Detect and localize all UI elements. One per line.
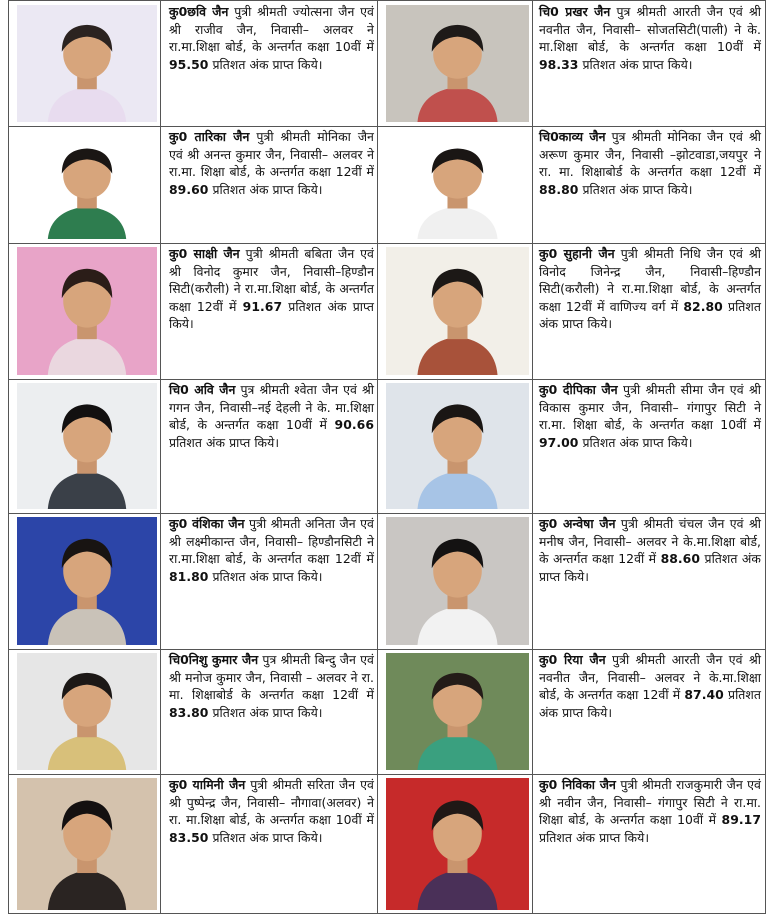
student-name: कु0 वंशिका जैन (169, 516, 245, 531)
student-details: पुत्री श्रीमती मोनिका जैन एवं श्री अनन्त कुमार जैन, निवासी– अलवर ने रा.मा. शिक्षा बोर्ड, के अन्तर्गत कक्षा 12वीं में (169, 129, 374, 179)
row-divider (9, 243, 765, 244)
percentage: 83.50 (169, 829, 209, 845)
result-suffix: प्रतिशत अंक प्राप्त किये। (578, 434, 693, 450)
student-details: पुत्री श्रीमती बबिता जैन एवं श्री विनोद कुमार जैन, निवासी–हिण्डौन सिटी(करौली) ने रा.मा.शिक्षा बोर्ड, के अन्तर्गत कक्षा 12वीं में (169, 246, 374, 314)
student-photo (386, 653, 529, 770)
row-divider (9, 774, 765, 775)
student-details: पुत्री श्रीमती राजकुमारी जैन एवं श्री नवीन जैन, निवासी– गंगापुर सिटी ने रा.मा. शिक्षा बोर्ड, के अन्तर्गत कक्षा 10वीं में (539, 777, 761, 827)
result-suffix: प्रतिशत अंक प्राप्त किये। (208, 56, 323, 72)
student-result-text (169, 381, 374, 451)
student-photo (386, 5, 529, 122)
student-name: कु0 साक्षी जैन (169, 246, 240, 261)
percentage: 98.33 (539, 56, 579, 72)
result-suffix: प्रतिशत अंक प्राप्त किये। (169, 298, 374, 331)
percentage: 81.80 (169, 568, 209, 584)
result-suffix: प्रतिशत अंक प्राप्त किये। (539, 829, 650, 845)
student-result-text (169, 776, 374, 846)
result-suffix: प्रतिशत अंक प्राप्त किये। (208, 181, 323, 197)
student-name: कु0 सुहानी जैन (539, 246, 615, 261)
student-details: पुत्र श्रीमती मोनिका जैन एवं श्री अरूण कुमार जैन, निवासी –झोटवाडा,जयपुर ने रा. मा. शिक्षाबोर्ड के अन्तर्गत कक्षा 12वीं में (539, 129, 761, 179)
student-photo (17, 5, 157, 122)
percentage: 89.60 (169, 181, 209, 197)
student-photo (17, 653, 157, 770)
student-result-text (539, 381, 761, 451)
student-details: पुत्री श्रीमती सरिता जैन एवं श्री पुष्पेन्द्र जैन, निवासी– नौगावा(अलवर) ने रा. मा.शिक्षा बोर्ड, के अन्तर्गत कक्षा 10वीं में (169, 777, 374, 827)
student-photo (17, 130, 157, 239)
student-photo (17, 517, 157, 645)
student-name: चि0 प्रखर जैन (539, 4, 611, 19)
student-details: पुत्री श्रीमती आरती जैन एवं श्री नवनीत जैन, निवासी– अलवर ने के.मा.शिक्षा बोर्ड, के अन्तर्गत कक्षा 12वीं में (539, 652, 761, 702)
student-name: कु0 यामिनी जैन (169, 777, 246, 792)
student-details: पुत्र श्रीमती श्वेता जैन एवं श्री गगन जैन, निवासी–नई देहली ने के. मा.शिक्षा बोर्ड, के अन्तर्गत कक्षा 10वीं में (169, 382, 374, 432)
student-details: पुत्री श्रीमती निधि जैन एवं श्री विनोद जिनेन्द्र जैन, निवासी–हिण्डौन सिटी(करौली) ने रा.मा.शिक्षा बोर्ड, के अन्तर्गत कक्षा 12वीं में वाणिज्य वर्ग में (539, 246, 761, 314)
student-name: कु0 दीपिका जैन (539, 382, 618, 397)
student-result-text (539, 245, 761, 333)
student-name: चि0 अवि जैन (169, 382, 236, 397)
result-suffix: प्रतिशत अंक प्राप्त किये। (208, 568, 323, 584)
percentage: 97.00 (539, 434, 579, 450)
student-result-text (539, 128, 761, 198)
column-divider (377, 1, 378, 913)
student-details: पुत्री श्रीमती ज्योत्सना जैन एवं श्री राजीव जैन, निवासी– अलवर ने रा.मा.शिक्षा बोर्ड, के अन्तर्गत कक्षा 10वीं में (169, 4, 374, 54)
student-photo (17, 247, 157, 375)
student-result-text (169, 245, 374, 333)
percentage: 82.80 (683, 298, 723, 314)
student-photo (386, 247, 529, 375)
result-suffix: प्रतिशत अंक प्राप्त किये। (578, 56, 693, 72)
student-result-text (169, 651, 374, 721)
row-divider (9, 379, 765, 380)
result-suffix: प्रतिशत अंक प्राप्त किये। (539, 687, 762, 720)
result-suffix: प्रतिशत अंक प्राप्त किये। (539, 298, 762, 331)
student-details: पुत्र श्रीमती बिन्दु जैन एवं श्री मनोज कुमार जैन, निवासी – अलवर ने रा. मा. शिक्षाबोर्ड के अन्तर्गत कक्षा 12वीं में (169, 652, 374, 702)
percentage: 88.60 (660, 551, 701, 566)
student-result-text (539, 776, 761, 846)
student-result-text (169, 515, 374, 585)
student-name: कु0 रिया जैन (539, 652, 606, 667)
percentage: 88.80 (539, 181, 579, 197)
student-photo (386, 130, 529, 239)
row-divider (9, 649, 765, 650)
student-details: पुत्री श्रीमती सीमा जैन एवं श्री विकास कुमार जैन, निवासी– गंगापुर सिटी ने रा.मा. शिक्षा बोर्ड, के अन्तर्गत कक्षा 10वीं में (539, 382, 762, 432)
student-details: पुत्र श्रीमती आरती जैन एवं श्री नवनीत जैन, निवासी– सोजतसिटी(पाली) ने के. मा.शिक्षा बोर्ड, के अन्तर्गत कक्षा 10वीं में (539, 4, 761, 54)
student-photo (17, 383, 157, 509)
student-photo (386, 778, 529, 910)
student-name: कु0 अन्वेषा जैन (539, 516, 616, 531)
percentage: 83.80 (169, 704, 209, 720)
result-suffix: प्रतिशत अंक प्राप्त किये। (539, 551, 761, 584)
student-photo (386, 517, 529, 645)
student-name: कु0 निविका जैन (539, 777, 616, 792)
result-suffix: प्रतिशत अंक प्राप्त किये। (208, 704, 323, 720)
student-result-text (169, 3, 374, 73)
student-result-text (539, 651, 761, 721)
result-suffix: प्रतिशत अंक प्राप्त किये। (208, 829, 323, 845)
row-divider (9, 126, 765, 127)
percentage: 89.17 (721, 812, 761, 827)
student-details: पुत्री श्रीमती चंचल जैन एवं श्री मनीष जैन, निवासी– अलवर ने के.मा.शिक्षा बोर्ड, के अन्तर्गत कक्षा 12वीं में (539, 516, 761, 566)
percentage: 90.66 (334, 417, 374, 432)
percentage: 91.67 (242, 298, 283, 314)
student-name: कु0 तारिका जैन (169, 129, 250, 144)
student-name: चि0काव्य जैन (539, 129, 606, 144)
student-name: चि0निशु कुमार जैन (169, 652, 259, 667)
student-result-text (169, 128, 374, 198)
student-photo (386, 383, 529, 509)
student-photo (17, 778, 157, 910)
percentage: 87.40 (684, 687, 724, 702)
column-divider (160, 1, 161, 913)
percentage: 95.50 (169, 56, 209, 72)
student-name: कु0छवि जैन (169, 4, 229, 19)
row-divider (9, 513, 765, 514)
column-divider (532, 1, 533, 913)
student-result-text (539, 3, 761, 73)
result-suffix: प्रतिशत अंक प्राप्त किये। (169, 434, 280, 450)
student-details: पुत्री श्रीमती अनिता जैन एवं श्री लक्ष्मीकान्त जैन, निवासी– हिण्डौनसिटी ने रा.मा.शिक्षा बोर्ड, के अन्तर्गत कक्षा 12वीं में (169, 516, 374, 566)
results-table (8, 0, 766, 914)
result-suffix: प्रतिशत अंक प्राप्त किये। (578, 181, 693, 197)
student-result-text (539, 515, 761, 585)
